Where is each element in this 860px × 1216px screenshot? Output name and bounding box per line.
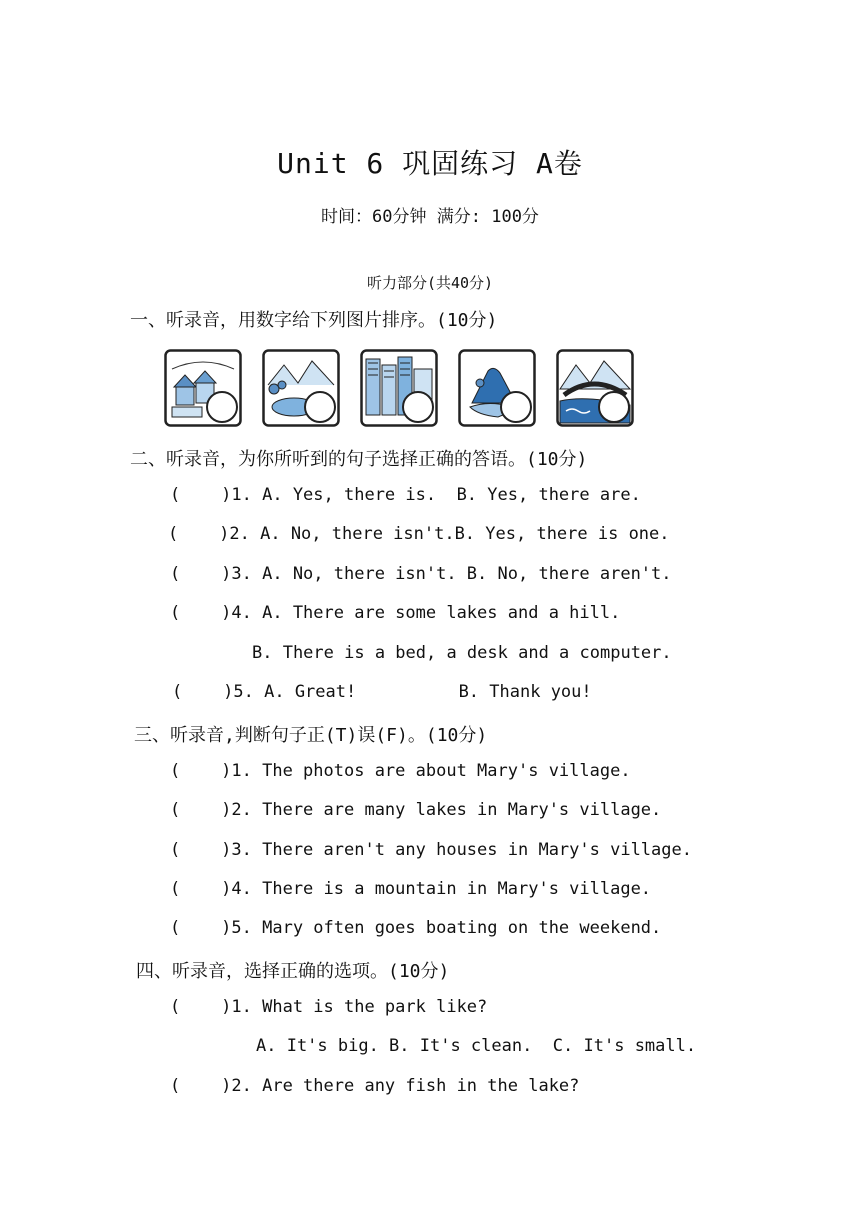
s2-question-5: ( )5. A. Great! B. Thank you! bbox=[172, 682, 592, 702]
s2-question-3: ( )3. A. No, there isn't. B. No, there aren't. bbox=[170, 564, 672, 584]
bridge-river-picture bbox=[556, 349, 634, 427]
s2-question-4: ( )4. A. There are some lakes and a hill. bbox=[170, 603, 621, 623]
listening-header: 听力部分(共40分) bbox=[366, 274, 494, 292]
s2-question-4-option-b: B. There is a bed, a desk and a computer. bbox=[252, 643, 672, 663]
section-1-heading: 一、听录音，用数字给下列图片排序。(10分) bbox=[130, 310, 498, 331]
page-title: Unit 6 巩固练习 A卷 bbox=[277, 147, 583, 180]
section-2-heading: 二、听录音，为你所听到的句子选择正确的答语。(10分) bbox=[130, 449, 588, 470]
s3-statement-5: ( )5. Mary often goes boating on the weekend. bbox=[170, 918, 662, 938]
mountain-lake-picture bbox=[458, 349, 536, 427]
city-buildings-picture bbox=[360, 349, 438, 427]
lake-park-picture bbox=[262, 349, 340, 427]
section-3-heading: 三、听录音,判断句子正(T)误(F)。(10分) bbox=[134, 725, 488, 746]
s4-question-1-options: A. It's big. B. It's clean. C. It's small. bbox=[256, 1036, 697, 1056]
s3-statement-2: ( )2. There are many lakes in Mary's village. bbox=[170, 800, 662, 820]
s3-statement-3: ( )3. There aren't any houses in Mary's village. bbox=[170, 840, 692, 860]
s2-question-1: ( )1. A. Yes, there is. B. Yes, there are. bbox=[170, 485, 641, 505]
s4-question-2: ( )2. Are there any fish in the lake? bbox=[170, 1076, 580, 1096]
village-picture bbox=[164, 349, 242, 427]
exam-time-score: 时间：60分钟 满分: 100分 bbox=[321, 207, 539, 227]
s3-statement-1: ( )1. The photos are about Mary's village. bbox=[170, 761, 631, 781]
s2-question-2: ( )2. A. No, there isn't.B. Yes, there is one. bbox=[168, 524, 670, 544]
section-4-heading: 四、听录音，选择正确的选项。(10分) bbox=[136, 961, 450, 982]
s4-question-1: ( )1. What is the park like? bbox=[170, 997, 488, 1017]
s3-statement-4: ( )4. There is a mountain in Mary's village. bbox=[170, 879, 652, 899]
picture-row bbox=[164, 349, 634, 427]
